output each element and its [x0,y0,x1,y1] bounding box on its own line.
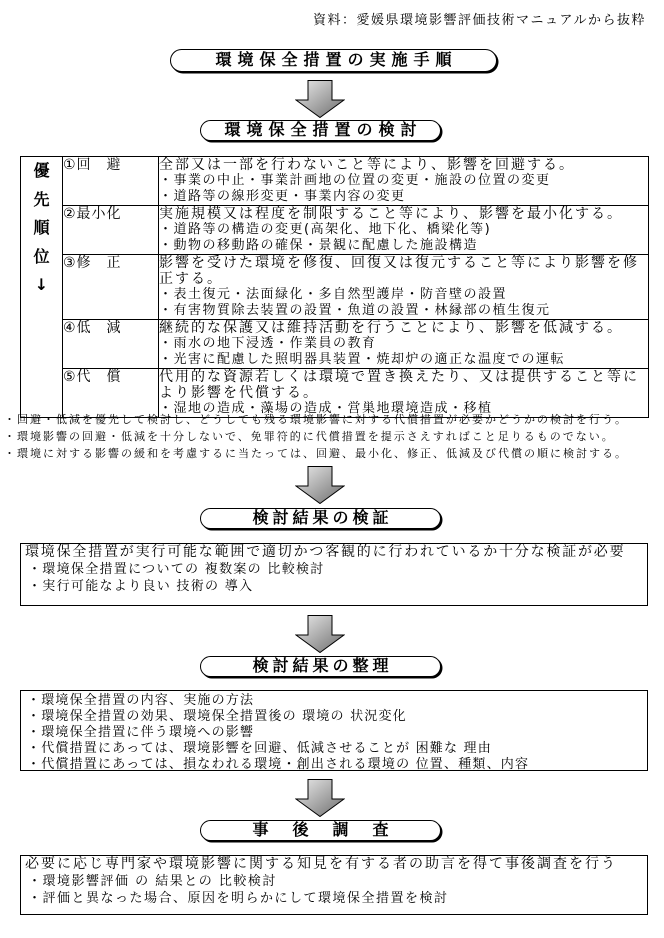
organization-item: ・代償措置にあっては、環境影響を回避、低減させることが 困難な 理由 [27,741,492,756]
measure-example: ・光害に配慮した照明器具装置・焼却炉の適正な温度での運転 [159,352,566,367]
verification-item: ・実行可能なより良い 技術の 導入 [28,579,254,594]
organization-item: ・環境保全措置に伴う環境への影響 [27,725,255,740]
follow-up-item: ・評価と異なった場合、原因を明らかにして環境保全措置を検討 [28,891,449,906]
measure-example: ・雨水の地下浸透・作業員の教育 [159,336,377,351]
measure-content [159,320,649,369]
down-arrow-icon [295,80,345,118]
measure-summary: 影響を受けた環境を修復、回復又は復元すること等により影響を修正する。 [159,255,639,287]
measure-example: ・道路等の構造の変更(高架化、地下化、橋梁化等) [159,222,492,237]
review-notes [4,411,660,462]
verification-step-title: 検討結果の検証 [252,508,393,527]
verification-lead: 環境保全措置が実行可能な範囲で適切かつ客観的に行われているか十分な検証が必要 [25,544,626,560]
measure-example: ・表土復元・法面緑化・多自然型護岸・防音壁の設置 [159,287,508,302]
priority-label: 優先順位↓ [33,161,50,294]
measure-example: ・動物の移動路の確保・景観に配慮した施設構造 [159,238,479,253]
source-note: 資料：愛媛県環境影響評価技術マニュアルから抜粋 [313,13,646,28]
note-item: ・回避・低減を優先して検討し、どうしても残る環境影響に対する代償措置が必要かどうかの検討を行う。 [4,413,628,426]
organization-box [20,690,648,771]
follow-up-box [20,855,648,915]
down-arrow-icon [295,779,345,817]
priority-column [21,157,63,418]
follow-up-step-pill [200,820,441,841]
down-arrow-icon [295,466,345,504]
measure-row-reduce [21,320,649,369]
follow-up-step-title: 事 後 調 査 [252,820,393,839]
organization-step-pill [200,656,441,677]
measure-label: ④低 減 [63,320,159,369]
verification-step-pill [200,508,441,529]
measure-label: ③修 正 [63,255,159,320]
note-item: ・環境に対する影響の緩和を考慮するに当たっては、回避、最小化、修正、低減及び代償の順に検討する。 [4,447,628,460]
organization-item: ・環境保全措置の内容、実施の方法 [27,693,255,708]
review-step-title: 環境保全措置の検討 [224,120,423,139]
organization-item: ・環境保全措置の効果、環境保全措置後の 環境の 状況変化 [27,709,407,724]
measure-content [159,255,649,320]
measure-label: ①回 避 [63,157,159,206]
organization-item: ・代償措置にあっては、損なわれる環境・創出される環境の 位置、種類、内容 [27,757,530,771]
organization-step-title: 検討結果の整理 [252,656,393,675]
measure-example: ・有害物質除去装置の設置・魚道の設置・林縁部の植生復元 [159,303,551,318]
measure-row-avoid [21,157,649,206]
review-step-pill [200,120,441,141]
measure-row-minimize [21,206,649,255]
measure-example: ・道路等の線形変更・事業内容の変更 [159,189,406,204]
mitigation-measures-table [20,156,649,418]
note-item: ・環境影響の回避・低減を十分しないで、免罪符的に代償措置を提示さえすればこと足りるものでない。 [4,430,615,443]
measure-label: ②最小化 [63,206,159,255]
follow-up-lead: 必要に応じ専門家や環境影響に関する知見を有する者の助言を得て事後調査を行う [25,856,617,872]
measure-row-rectify [21,255,649,320]
measure-summary: 実施規模又は程度を制限すること等により、影響を最小化する。 [159,206,623,222]
verification-item: ・環境保全措置についての 複数案の 比較検討 [28,562,325,577]
verification-box [20,543,648,606]
main-title-pill [170,49,497,72]
follow-up-item: ・環境影響評価 の 結果との 比較検討 [28,874,277,889]
measure-content [159,206,649,255]
main-title: 環境保全措置の実施手順 [215,50,458,69]
measure-example: ・事業の中止・事業計画地の位置の変更・施設の位置の変更 [159,173,551,188]
measure-summary: 代用的な資源若しくは環境で置き換えたり、又は提供すること等により影響を代償する。 [159,369,639,401]
measure-summary: 全部又は一部を行わないこと等により、影響を回避する。 [159,157,575,173]
measure-summary: 継続的な保護又は維持活動を行うことにより、影響を低減する。 [159,320,623,336]
down-arrow-icon [295,615,345,653]
measure-example: ・湿地の造成・藻場の造成・営巣地環境造成・移植 [159,401,493,416]
measure-content [159,157,649,206]
measure-label: ⑤代 償 [63,369,159,418]
